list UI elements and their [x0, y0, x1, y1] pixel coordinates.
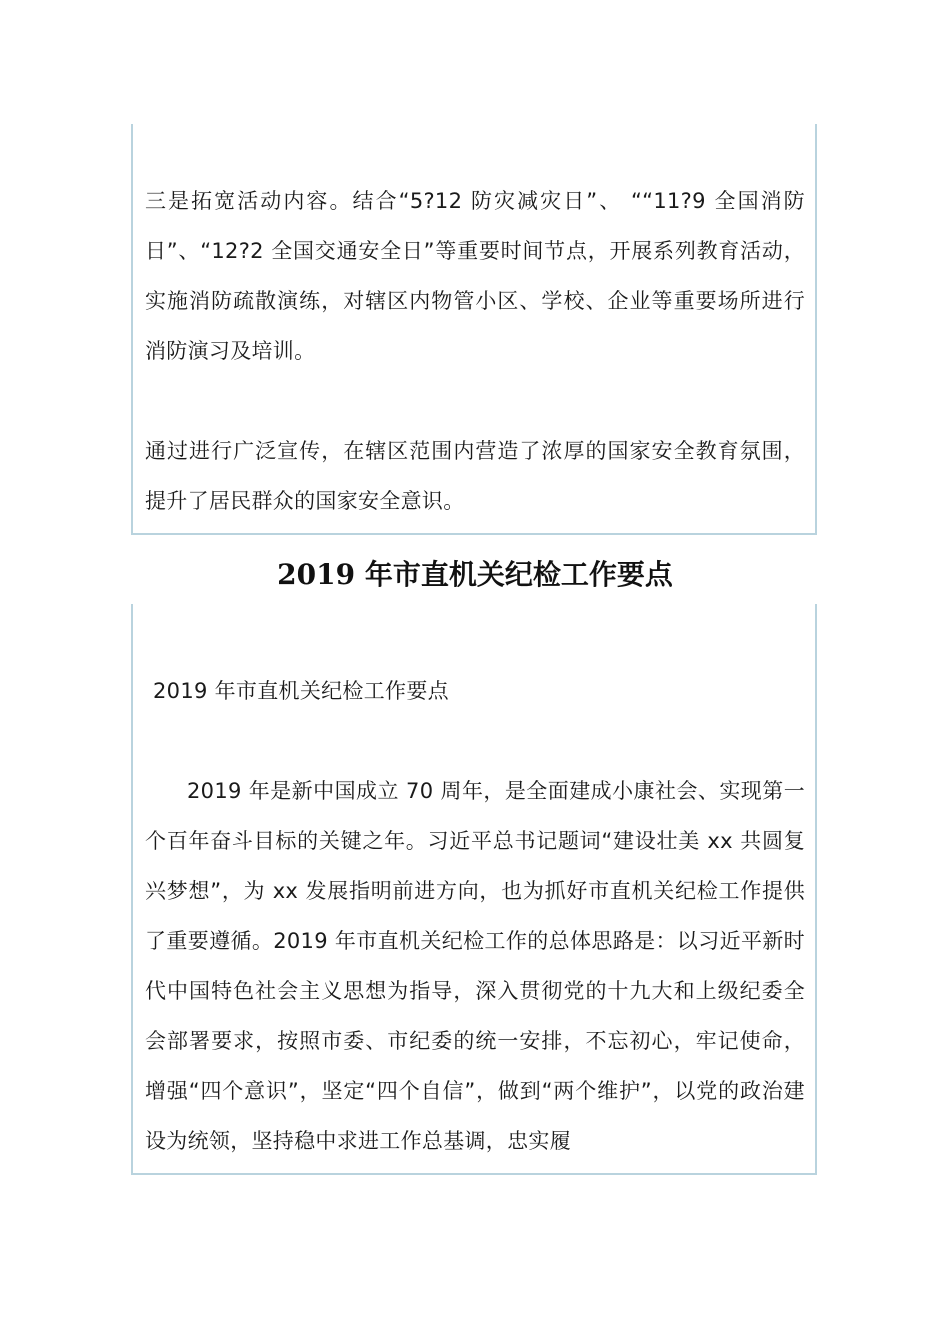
body-paragraph: 2019 年是新中国成立 70 周年，是全面建成小康社会、实现第一个百年奋斗目标的关键之年。习近平总书记题词“建设壮美 xx 共圆复兴梦想”，为 xx 发展指明前进方向，也为抓好市直机关纪检工作提供了重要遵循。2019 年市直机关纪检工作的总体思路是：以习近平新时代中国特色社会主义思想为指导，深入贯彻党的十九大和上级纪委全会部署要求，按照市委、市纪委的统一安排，不忘初心，牢记使命，增强“四个意识”，坚定“四个自信”，做到“两个维护”，以党的政治建设为统领，坚持稳中求进工作总基调，忠实履 — [145, 779, 805, 1153]
document-title: 2019 年市直机关纪检工作要点 — [277, 558, 673, 591]
body-paragraph: 三是拓宽活动内容。结合“5?12 防灾减灾日”、 ““11?9 全国消防日”、“12?2 全国交通安全日”等重要时间节点，开展系列教育活动，实施消防疏散演练，对辖区内物管小区、学校、企业等重要场所进行消防演习及培训。 — [145, 189, 805, 363]
text-frame-bottom — [131, 604, 817, 1175]
body-paragraph: 通过进行广泛宣传，在辖区范围内营造了浓厚的国家安全教育氛围，提升了居民群众的国家安全意识。 — [145, 439, 805, 513]
text-frame-top — [131, 124, 817, 535]
section-heading: 2019 年市直机关纪检工作要点 — [153, 679, 449, 703]
